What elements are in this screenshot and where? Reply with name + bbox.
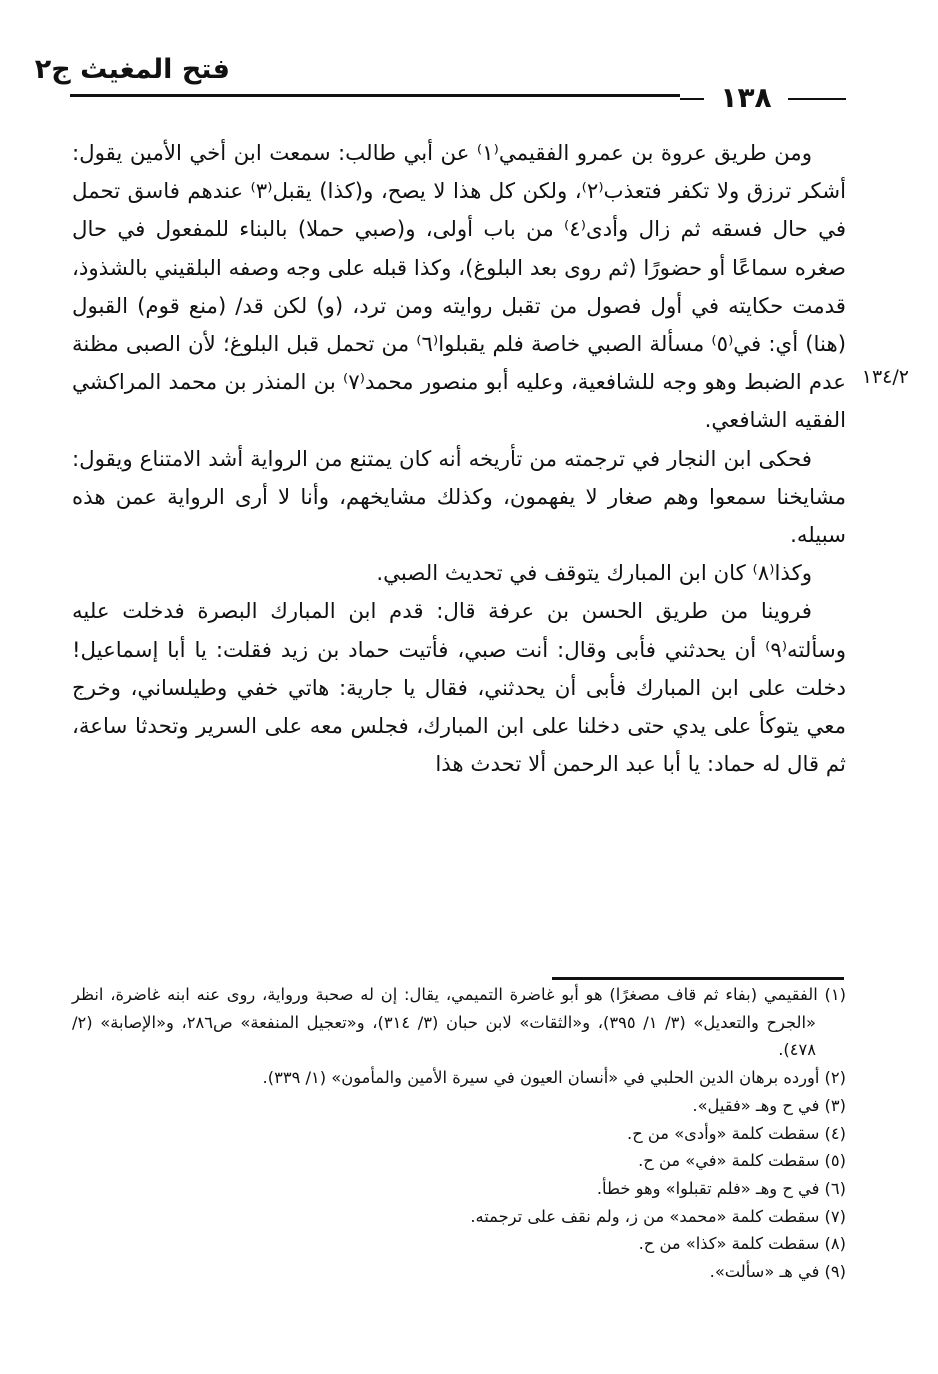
footnotes <box>72 981 846 1286</box>
footnote: (١) الفقيمي (بفاء ثم قاف مصغرًا) هو أبو غاضرة التميمي، يقال: إن له صحبة ورواية، روى عنه ابنه غاضرة، انظر «الجرح والتعديل» (٣/ ١/ ٣٩٥)، و«الثقات» لابن حبان (٣/ ٣١٤)، و«تعجيل المنفعة» ص٢٨٦، و«الإصابة» (٢/ ٤٧٨). <box>72 985 846 1060</box>
footnote: (٥) سقطت كلمة «في» من ح. <box>638 1151 846 1171</box>
page-number: ١٣٨ <box>720 81 772 114</box>
margin-reference: ١٣٤/٢ <box>861 366 909 388</box>
footnote: (٣) في ح وهـ «فقيل». <box>692 1095 846 1115</box>
paragraph: ومن طريق عروة بن عمرو الفقيمي⁽١⁾ عن أبي طالب: سمعت ابن أخي الأمين يقول: أشكر ترزق ولا تكفر فتعذب⁽٢⁾، ولكن كل هذا لا يصح، و(كذا) يقبل⁽٣⁾ عندهم فاسق تحمل في حال فسقه ثم زال وأدى⁽٤⁾ من باب أولى، و(صبي حملا) بالبناء للمفعول في حال صغره سماعًا أو حضورًا (ثم روى بعد البلوغ)، وكذا قبله على وجه وصفه البلقيني بالشذوذ، قدمت حكايته في أول فصول من تقبل روايته ومن ترد، (و) لكن قد/ (منع قوم) القبول (هنا) أي: في⁽٥⁾ مسألة الصبي خاصة فلم يقبلوا⁽٦⁾ من تحمل قبل البلوغ؛ لأن الصبى مظنة عدم الضبط وهو وجه للشافعية، وعليه أبو منصور محمد⁽٧⁾ بن المنذر بن محمد المراكشي الفقيه الشافعي. <box>72 141 847 434</box>
page-number-group <box>680 78 846 118</box>
running-header-title: فتح المغيث ج٢ <box>34 54 230 85</box>
footnote: (٦) في ح وهـ «فلم تقبلوا» وهو خطأ. <box>596 1178 846 1198</box>
paragraph: وكذا⁽٨⁾ كان ابن المبارك يتوقف في تحديث الصبي. <box>376 561 812 587</box>
footnote: (٩) في هـ «سألت». <box>709 1262 846 1282</box>
footnote: (٢) أورده برهان الدين الحلبي في «أنسان العيون في سيرة الأمين والمأمون» (١/ ٣٣٩). <box>262 1068 846 1088</box>
page-number-dash-left <box>680 98 704 100</box>
paragraph: فروينا من طريق الحسن بن عرفة قال: قدم ابن المبارك البصرة فدخلت عليه وسألته⁽٩⁾ أن يحدثني فأبى وقال: أنت صبي، فأتيت حماد بن زيد فقلت: يا أبا إسماعيل! دخلت على ابن المبارك فأبى أن يحدثني، فقال يا جارية: هاتي خفي وطيلساني، وخرج معي يتوكأ على يدي حتى دخلنا على ابن المبارك، فجلس معه على السرير وتحدثا ساعة، ثم قال له حماد: يا أبا عبد الرحمن ألا تحدث هذا <box>72 599 846 778</box>
footnote: (٨) سقطت كلمة «كذا» من ح. <box>638 1234 846 1254</box>
footnote-rule <box>552 977 844 980</box>
footnote: (٤) سقطت كلمة «وأدى» من ح. <box>627 1123 846 1143</box>
main-text <box>72 135 846 784</box>
paragraph: فحكى ابن النجار في ترجمته من تأريخه أنه كان يمتنع من الرواية أشد الامتناع ويقول: مشايخنا سمعوا وهم صغار لا يفهمون، وكذلك مشايخهم، وأنا لا أرى الرواية عمن هذه سبيله. <box>72 446 846 549</box>
page-number-dash-right <box>788 98 846 100</box>
footnote: (٧) سقطت كلمة «محمد» من ز، ولم نقف على ترجمته. <box>470 1206 846 1226</box>
